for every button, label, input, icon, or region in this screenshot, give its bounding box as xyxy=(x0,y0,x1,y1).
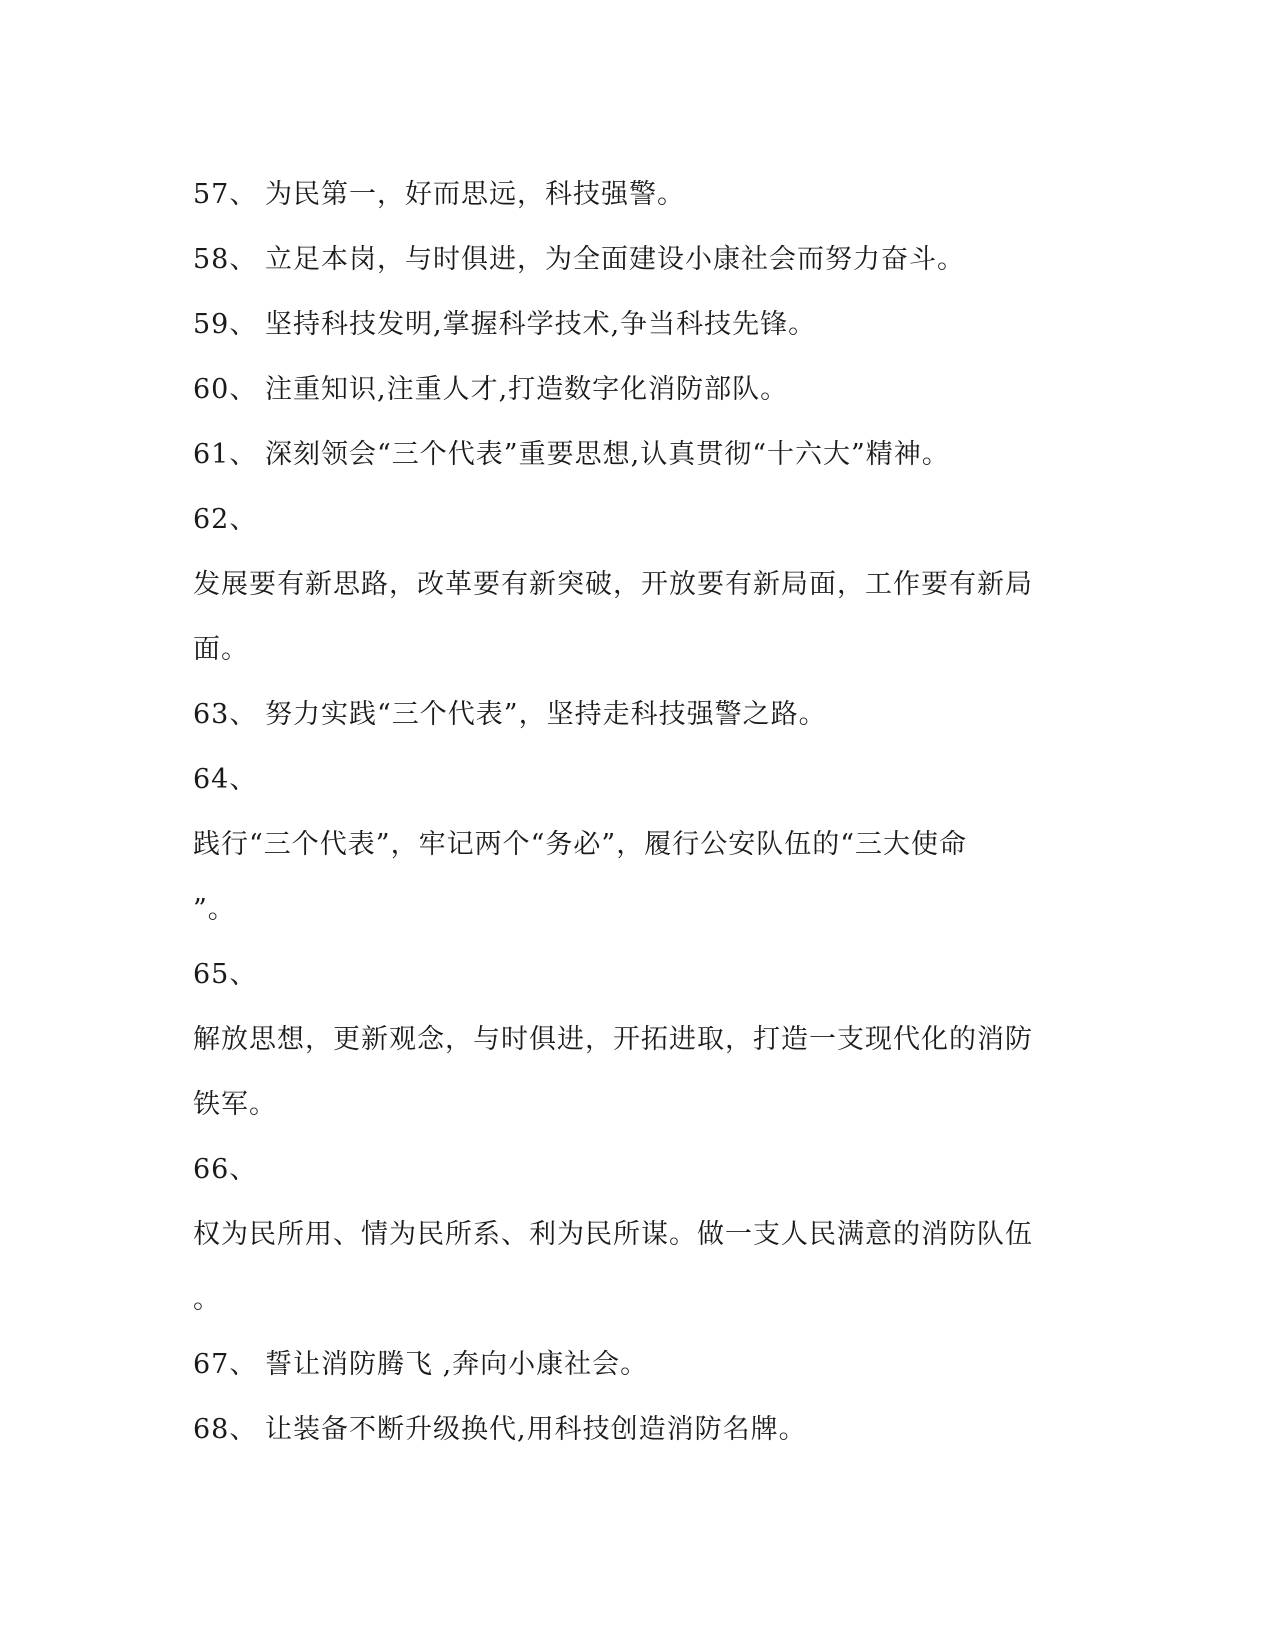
list-item xyxy=(193,292,1083,357)
item-number: 62、 xyxy=(193,504,258,535)
item-text: 让装备不断升级换代,用科技创造消防名牌。 xyxy=(265,1414,807,1445)
list-item xyxy=(193,682,1083,747)
item-number: 58、 xyxy=(193,244,258,275)
item-text-line: ”。 xyxy=(193,894,236,925)
item-number: 60、 xyxy=(193,374,258,405)
item-text-line: 践行“三个代表”，牢记两个“务必”，履行公安队伍的“三大使命 xyxy=(193,829,968,860)
item-number-line xyxy=(193,747,1083,812)
list-item xyxy=(193,422,1083,487)
list-item xyxy=(193,357,1083,422)
item-number-line xyxy=(193,1137,1083,1202)
item-text: 深刻领会“三个代表”重要思想,认真贯彻“十六大”精神。 xyxy=(265,439,950,470)
list-item xyxy=(193,162,1083,227)
item-number: 61、 xyxy=(193,439,258,470)
list-item xyxy=(193,1397,1083,1462)
item-text-line: 权为民所用、情为民所系、利为民所谋。做一支人民满意的消防队伍 xyxy=(193,1219,1033,1250)
item-number: 66、 xyxy=(193,1154,258,1185)
item-text-line: 。 xyxy=(193,1284,221,1315)
list-item xyxy=(193,227,1083,292)
list-item xyxy=(193,1332,1083,1397)
item-text-line: 发展要有新思路，改革要有新突破，开放要有新局面，工作要有新局 xyxy=(193,569,1033,600)
item-text-line: 解放思想，更新观念，与时俱进，开拓进取，打造一支现代化的消防 xyxy=(193,1024,1033,1055)
item-text: 努力实践“三个代表”，坚持走科技强警之路。 xyxy=(265,699,827,730)
item-text: 立足本岗，与时俱进，为全面建设小康社会而努力奋斗。 xyxy=(265,244,965,275)
item-text-line: 铁军。 xyxy=(193,1089,277,1120)
item-number: 59、 xyxy=(193,309,258,340)
item-number: 63、 xyxy=(193,699,258,730)
item-number: 64、 xyxy=(193,764,258,795)
item-text: 誓让消防腾飞 ,奔向小康社会。 xyxy=(265,1349,649,1380)
item-number: 57、 xyxy=(193,179,258,210)
slogan-list xyxy=(193,162,1083,1462)
item-text-line: 面。 xyxy=(193,634,249,665)
item-number-line xyxy=(193,487,1083,552)
item-text: 为民第一，好而思远，科技强警。 xyxy=(265,179,685,210)
item-text: 坚持科技发明,掌握科学技术,争当科技先锋。 xyxy=(265,309,817,340)
item-text: 注重知识,注重人才,打造数字化消防部队。 xyxy=(265,374,789,405)
item-number: 67、 xyxy=(193,1349,258,1380)
item-number-line xyxy=(193,942,1083,1007)
item-number: 65、 xyxy=(193,959,258,990)
item-number: 68、 xyxy=(193,1414,258,1445)
